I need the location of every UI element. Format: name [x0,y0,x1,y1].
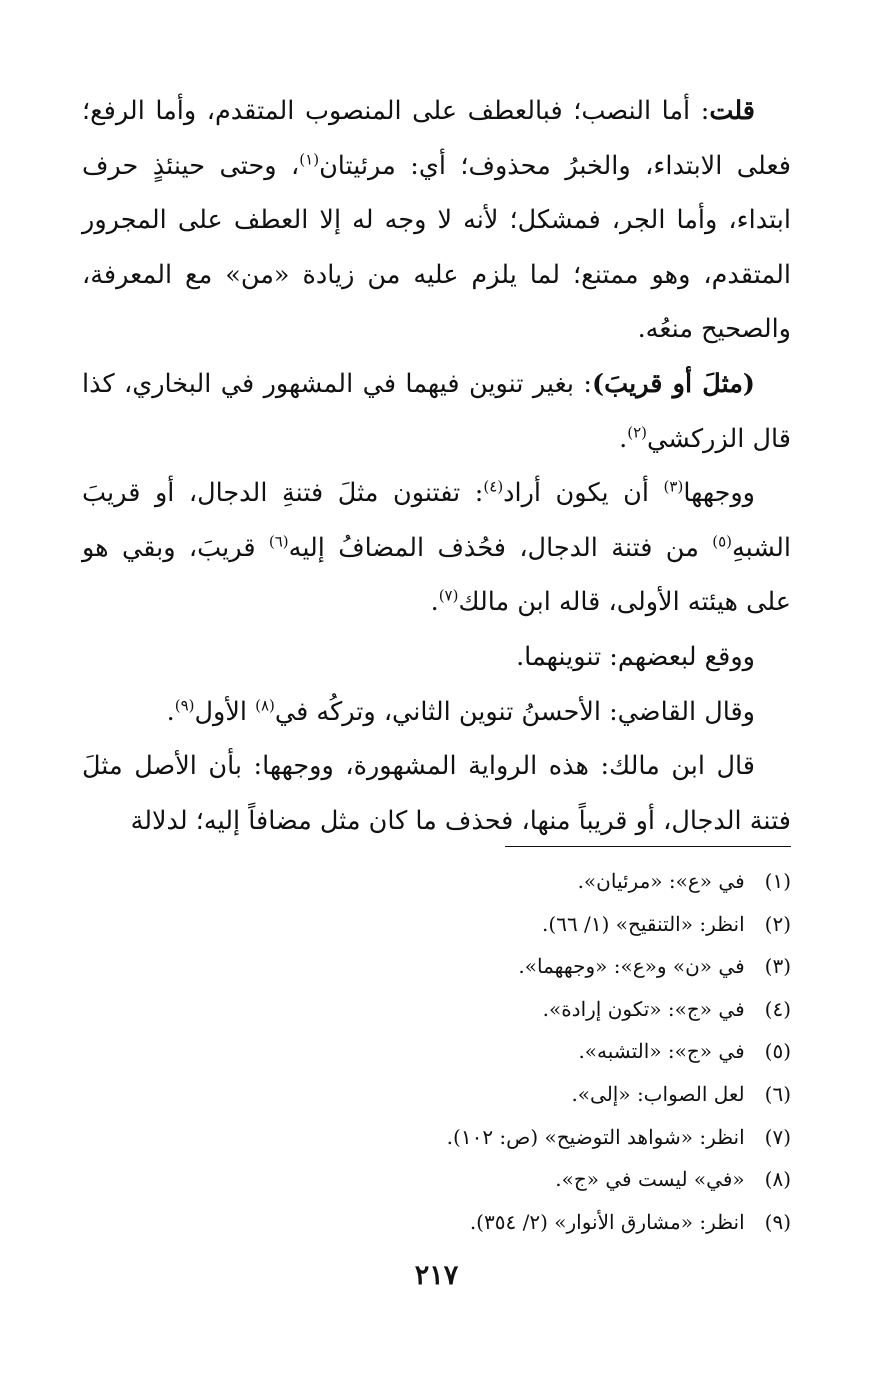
footnote-text: في «ن» و«ع»: «وجههما». [518,954,745,979]
footnote-ref-1: (١) [299,150,320,169]
footnote-number: (٤) [764,996,791,1021]
paragraph-text: ، وحتى حينئذٍ حرف ابتداء، وأما الجر، فمشكل؛ لأنه لا وجه له إلا العطف على المجرور المتقدم، وهو ممتنع؛ لما يلزم عليه من زيادة «من» مع المعرفة، والصحيح منعُه. [82,150,791,345]
paragraph-1 [82,84,791,357]
footnote-number: (١) [764,869,791,893]
paragraph-text: وقال القاضي: الأحسنُ تنوين الثاني، وتركُه في [274,696,755,727]
paragraph-text: : بغير تنوين فيهما في المشهور في البخاري، كذا قال الزركشي [82,368,791,454]
footnote-item [82,1116,791,1159]
footnote-item [82,1158,791,1201]
footnote-item [82,860,791,903]
footnote-item [82,1073,791,1116]
footnote-ref-3: (٣) [663,477,684,496]
footnote-text: «في» ليست في «ج». [555,1167,745,1192]
footnote-text: انظر: «شواهد التوضيح» (ص: ١٠٢). [446,1124,745,1149]
paragraph-text: قريبَ، وبقي هو على هيئته الأولى، قاله ابن مالك [82,532,791,618]
footnote-text: انظر: «مشارق الأنوار» (٢/ ٣٥٤). [469,1209,745,1234]
paragraph-2 [82,357,791,466]
footnote-ref-2: (٢) [627,423,648,442]
footnote-item [82,945,791,988]
footnote-number: (٦) [764,1081,791,1106]
paragraph-text: . [619,423,628,454]
footnote-number: (٥) [764,1039,791,1064]
footnote-ref-4: (٤) [483,477,504,496]
paragraph-text: : أما النصب؛ فبالعطف على المنصوب المتقدم، وأما الرفع؛ فعلى الابتداء، والخبرُ محذوف؛ أي: مرئيتان [82,96,791,181]
paragraph-text: ووجهها [683,478,755,509]
paragraph-text: : تفتنون مثلَ فتنةِ الدجال، أو قريبَ الشبهِ [82,478,791,563]
paragraph-4: ووقع لبعضهم: تنوينهما. [516,641,755,672]
paragraph-text: من فتنة الدجال، فحُذف المضافُ إليه [288,532,713,563]
paragraph-text: . [430,587,439,618]
main-text [82,84,791,848]
paragraph-text: الأول [194,696,256,727]
page-number: ٢١٧ [414,1260,459,1291]
footnote-item [82,1201,791,1244]
paragraph-text: . [166,696,175,727]
footnote-ref-6: (٦) [268,532,289,551]
footnote-item [82,903,791,946]
footnote-ref-7: (٧) [438,586,459,605]
footnote-number: (٩) [764,1209,791,1234]
footnote-ref-9: (٩) [174,696,195,715]
footnote-number: (٣) [764,954,791,979]
footnotes [82,860,791,1243]
footnote-number: (٨) [764,1167,791,1192]
footnote-text: في «ج»: «التشبه». [578,1039,745,1064]
paragraph-5 [82,685,791,740]
footnote-number: (٧) [764,1124,791,1149]
lead-word: قلت [709,96,755,126]
paragraph-3 [82,466,791,630]
footnote-item [82,988,791,1031]
paragraph-6: قال ابن مالك: هذه الرواية المشهورة، ووجهها: بأن الأصل مثلَ فتنة الدجال، أو قريباً منها، فحذف ما كان مثل مضافاً إليه؛ لدلالة [82,751,791,836]
footnote-separator [505,846,791,847]
paragraph-text: أن يكون أراد [503,478,664,509]
footnote-text: في «ع»: «مرئيان». [577,869,745,893]
lead-phrase: (مثلَ أو قريبَ) [592,368,755,399]
footnote-text: انظر: «التنقيح» (١/ ٦٦). [542,911,745,936]
footnote-item [82,1030,791,1073]
footnote-text: في «ج»: «تكون إرادة». [542,996,745,1021]
footnote-ref-5: (٥) [712,532,733,551]
footnote-number: (٢) [764,911,791,936]
footnote-ref-8: (٨) [255,696,275,715]
footnote-text: لعل الصواب: «إلى». [571,1081,745,1106]
